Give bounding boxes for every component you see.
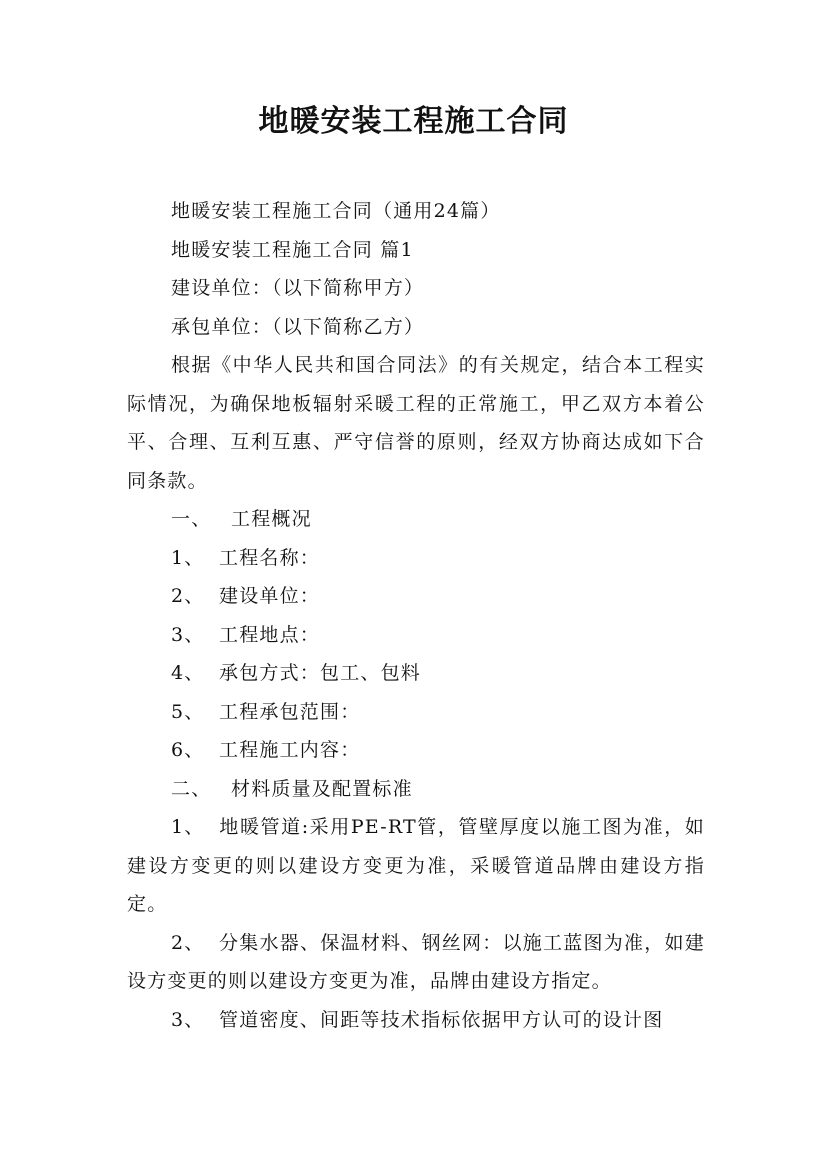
section-title: 工程概况	[231, 508, 312, 530]
material-clause	[127, 1001, 705, 1040]
list-item	[127, 693, 705, 732]
item-number: 2、	[171, 931, 205, 954]
document-title: 地暖安装工程施工合同	[258, 104, 569, 139]
party-a-line: 建设单位：（以下简称甲方）	[171, 277, 425, 299]
intro-paragraph: 根据《中华人民共和国合同法》的有关规定，结合本工程实际情况，为确保地板辐射采暖工程的正常施工，甲乙双方本着公平、合理、互利互惠、严守信誉的原则，经双方协商达成如下合同条款。	[127, 354, 705, 492]
item-text: 地暖管道:采用PE-RT管，管壁厚度以施工图为准，如建设方变更的则以建设方变更为准，采暖管道品牌由建设方指定。	[127, 816, 705, 915]
item-text: 建设单位：	[219, 585, 321, 607]
document-body	[127, 192, 705, 1039]
item-number: 5、	[171, 700, 205, 723]
material-clause	[127, 808, 705, 924]
section-title: 材料质量及配置标准	[231, 777, 413, 800]
item-text: 工程名称：	[219, 546, 321, 569]
list-item	[127, 616, 705, 655]
list-item	[127, 539, 705, 578]
item-text: 管道密度、间距等技术指标依据甲方认可的设计图	[219, 1008, 664, 1031]
section-heading-overview	[127, 500, 705, 539]
item-text: 分集水器、保温材料、钢丝网：以施工蓝图为准，如建设方变更的则以建设方变更为准，品牌由建设方指定。	[127, 931, 705, 992]
list-item	[127, 577, 705, 616]
list-item	[127, 731, 705, 770]
list-item	[127, 654, 705, 693]
material-clause	[127, 924, 705, 1001]
item-text: 工程承包范围：	[219, 700, 361, 723]
subtitle-line: 地暖安装工程施工合同（通用24篇）	[171, 200, 501, 222]
item-number: 6、	[171, 739, 205, 761]
party-b-line: 承包单位：（以下简称乙方）	[171, 315, 425, 338]
item-number: 1、	[171, 816, 205, 838]
item-text: 承包方式：包工、包料	[219, 662, 422, 684]
item-text: 工程地点：	[219, 623, 321, 646]
section-number: 二、	[171, 777, 212, 800]
item-number: 4、	[171, 662, 205, 684]
item-number: 1、	[171, 546, 205, 569]
item-number: 3、	[171, 1008, 205, 1031]
section-heading-materials	[127, 770, 705, 809]
item-number: 2、	[171, 585, 205, 607]
item-number: 3、	[171, 623, 205, 646]
section-number: 一、	[171, 508, 212, 530]
chapter-heading: 地暖安装工程施工合同 篇1	[171, 238, 414, 261]
item-text: 工程施工内容：	[219, 739, 361, 761]
